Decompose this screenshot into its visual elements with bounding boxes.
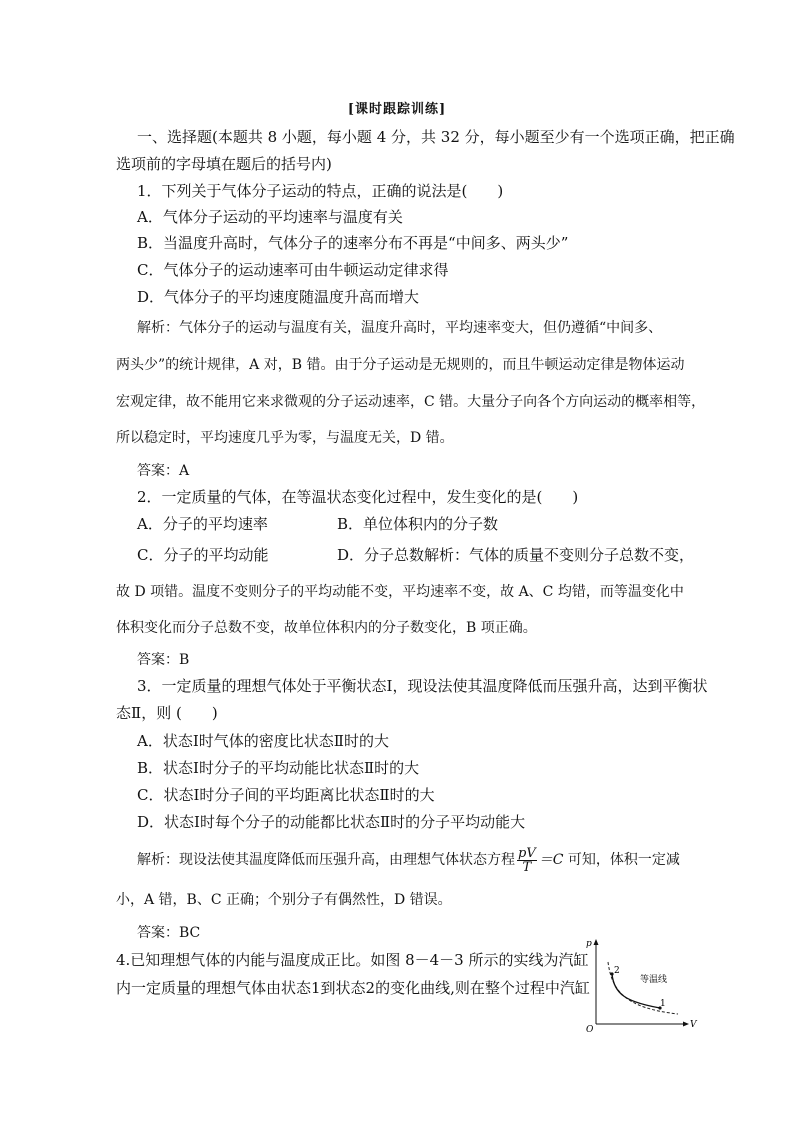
q2-analysis-line1: 故 D 项错。温度不变则分子的平均动能不变，平均速率不变，故 A、C 均错，而等温变化中 — [116, 584, 684, 600]
p-axis-arrow — [594, 939, 599, 945]
fraction-numerator: pV — [518, 845, 536, 861]
q2-option-d: D．分子总数解析：气体的质量不变则分子总数不变， — [337, 546, 695, 564]
q2-analysis-line2: 体积变化而分子总数不变，故单位体积内的分子数变化，B 项正确。 — [116, 620, 537, 636]
pv-diagram — [582, 936, 702, 1036]
q2-option-c: C．分子的平均动能 — [137, 546, 269, 564]
q4-stem-line2: 内一定质量的理想气体由状态1到状态2的变化曲线,则在整个过程中汽缸 — [116, 979, 590, 997]
q1-option-c: C．气体分子的运动速率可由牛顿运动定律求得 — [137, 261, 449, 279]
q1-answer: 答案：A — [137, 463, 190, 479]
q1-analysis-line4: 所以稳定时，平均速度几乎为零，与温度无关，D 错。 — [116, 430, 454, 446]
section-instruction-line2: 选项前的字母填在题后的括号内) — [116, 155, 332, 173]
v-axis-label: V — [690, 1020, 697, 1030]
origin-label: O — [586, 1025, 594, 1035]
fraction-denominator: T — [522, 859, 532, 875]
q1-analysis-line3: 宏观定律，故不能用它来求微观的分子运动速率，C 错。大量分子向各个方向运动的概率相等， — [116, 394, 706, 410]
q1-stem: 1．下列关于气体分子运动的特点，正确的说法是( ) — [137, 182, 504, 200]
q2-stem: 2．一定质量的气体，在等温状态变化过程中，发生变化的是( ) — [137, 488, 579, 506]
isotherm-label: 等温线 — [640, 975, 668, 985]
q3-option-c: C．状态Ⅰ时分子间的平均距离比状态Ⅱ时的大 — [137, 786, 435, 804]
q3-analysis-line2: 小，A 错，B、C 正确；个别分子有偶然性，D 错误。 — [116, 892, 452, 908]
q2-option-b: B．单位体积内的分子数 — [337, 515, 499, 533]
state-equation-fraction — [517, 847, 537, 874]
state-1-label: 1 — [660, 999, 666, 1009]
q3-option-a: A．状态Ⅰ时气体的密度比状态Ⅱ时的大 — [137, 732, 389, 750]
q3-analysis-tail: 可知，体积一定减 — [563, 852, 680, 868]
q3-option-d: D．状态Ⅰ时每个分子的动能都比状态Ⅱ时的分子平均动能大 — [137, 813, 526, 831]
q2-option-a: A．分子的平均速率 — [137, 515, 268, 533]
q3-stem-line2: 态Ⅱ，则 ( ) — [116, 704, 218, 722]
q1-option-d: D．气体分子的平均速度随温度升高而增大 — [137, 288, 420, 306]
q2-answer: 答案：B — [137, 652, 190, 668]
p-axis-label: p — [586, 939, 592, 949]
q1-analysis-line1: 解析：气体分子的运动与温度有关，温度升高时，平均速率变大，但仍遵循“中间多、 — [137, 320, 663, 336]
q3-stem-line1: 3．一定质量的理想气体处于平衡状态Ⅰ，现设法使其温度降低而压强升高，达到平衡状 — [137, 677, 708, 695]
q3-answer: 答案：BC — [137, 925, 201, 941]
section-instruction-line1: 一、选择题(本题共 8 小题，每小题 4 分，共 32 分，每小题至少有一个选项正确，把正确 — [137, 128, 735, 146]
v-axis-arrow — [683, 1022, 689, 1027]
q3-analysis-line1 — [137, 846, 680, 874]
q1-option-a: A．气体分子运动的平均速率与温度有关 — [137, 208, 403, 226]
q4-stem-line1: 4.已知理想气体的内能与温度成正比。如图 8－4－3 所示的实线为汽缸 — [116, 951, 589, 969]
page-title: [课时跟踪训练] — [347, 102, 447, 117]
q1-option-b: B．当温度升高时，气体分子的速率分布不再是“中间多、两头少” — [137, 234, 569, 252]
equation-rhs: ＝C — [538, 852, 564, 868]
q3-option-b: B．状态Ⅰ时分子的平均动能比状态Ⅱ时的大 — [137, 759, 420, 777]
q1-analysis-line2: 两头少”的统计规律，A 对，B 错。由于分子运动是无规则的，而且牛顿运动定律是物体运动 — [116, 357, 685, 373]
state-2-label: 2 — [614, 966, 620, 976]
q3-analysis-text: 解析：现设法使其温度降低而压强升高，由理想气体状态方程 — [137, 852, 515, 868]
